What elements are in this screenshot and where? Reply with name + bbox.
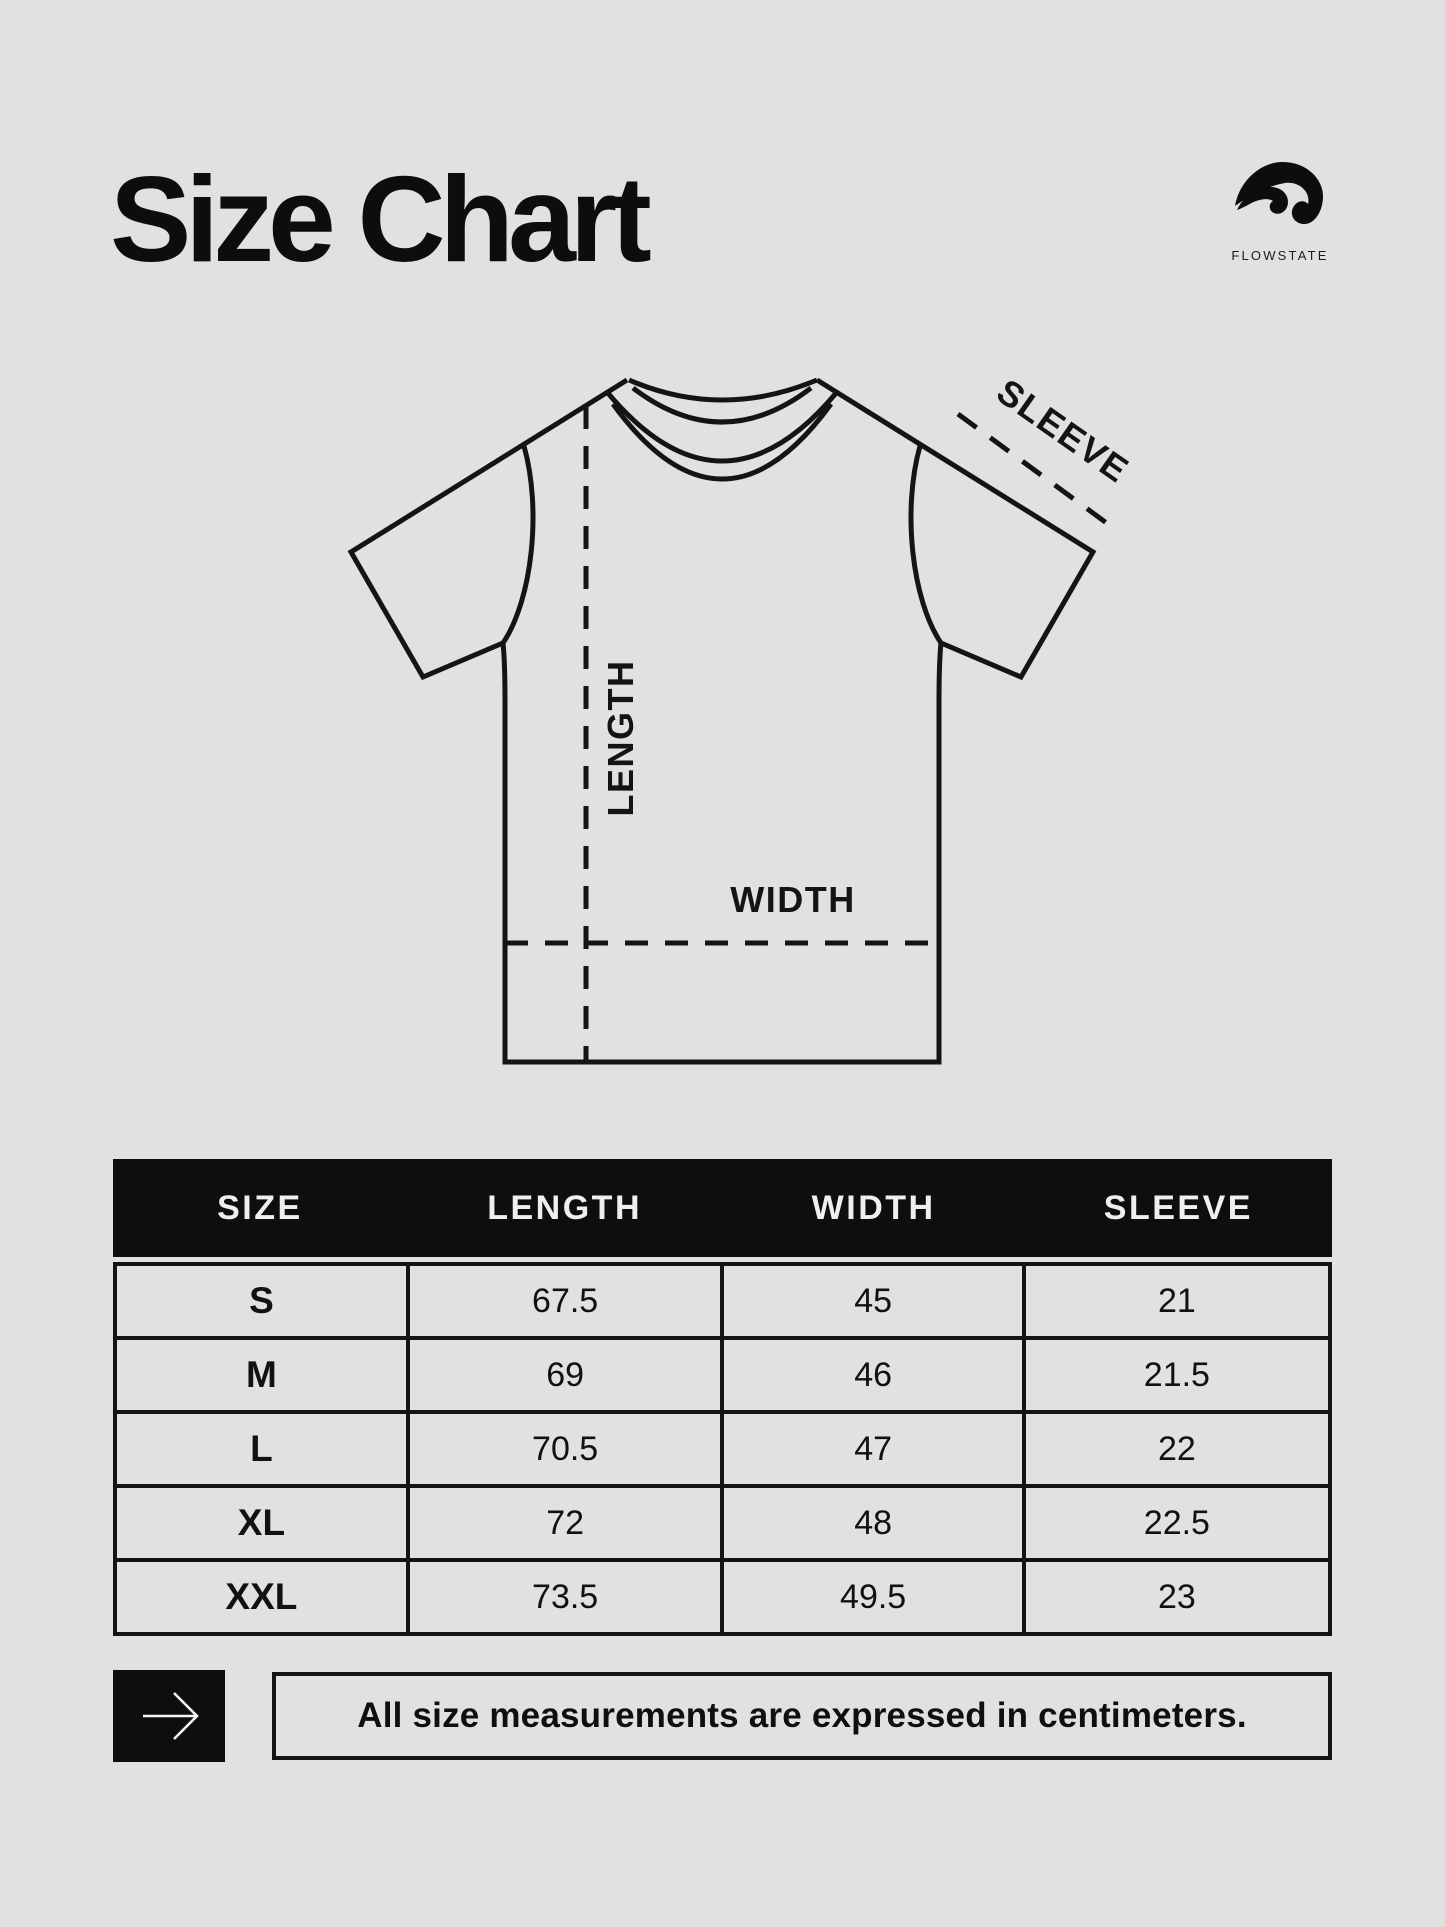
armhole-seam-right (911, 446, 941, 643)
cell-length: 72 (408, 1486, 723, 1560)
cell-length: 67.5 (408, 1264, 723, 1338)
collar-top-arc (629, 380, 817, 400)
cell-width: 45 (722, 1264, 1023, 1338)
page-title: Size Chart (110, 151, 646, 287)
right-arrow-icon (113, 1670, 225, 1762)
cell-sleeve: 22 (1024, 1412, 1330, 1486)
brand-block (1225, 158, 1335, 263)
cell-width: 49.5 (722, 1560, 1023, 1634)
cell-length: 69 (408, 1338, 723, 1412)
size-table-header (113, 1159, 1332, 1257)
column-header-length: LENGTH (487, 1188, 643, 1227)
armhole-seam-left (503, 446, 533, 643)
cell-sleeve: 21 (1024, 1264, 1330, 1338)
tshirt-outline (351, 380, 1093, 1062)
cell-size: S (115, 1264, 408, 1338)
cell-width: 47 (722, 1412, 1023, 1486)
cell-size: XXL (115, 1560, 408, 1634)
size-table (113, 1262, 1332, 1636)
sleeve-label: SLEEVE (989, 370, 1137, 491)
table-row (115, 1486, 1330, 1560)
measurement-note: All size measurements are expressed in centimeters. (357, 1696, 1247, 1735)
neckline-arc-inner (613, 404, 831, 479)
cell-size: L (115, 1412, 408, 1486)
cell-sleeve: 22.5 (1024, 1486, 1330, 1560)
note-arrow-box (113, 1670, 225, 1762)
table-row (115, 1412, 1330, 1486)
column-header-width: WIDTH (811, 1188, 936, 1227)
table-row (115, 1264, 1330, 1338)
cell-sleeve: 23 (1024, 1560, 1330, 1634)
column-header-sleeve: SLEEVE (1103, 1188, 1253, 1227)
width-label: WIDTH (730, 879, 856, 920)
brand-name: FLOWSTATE (1231, 248, 1329, 263)
cell-width: 46 (722, 1338, 1023, 1412)
cell-size: M (115, 1338, 408, 1412)
table-row (115, 1338, 1330, 1412)
measurement-note-box (272, 1672, 1332, 1760)
wave-swirl-icon (1233, 158, 1327, 236)
length-label: LENGTH (600, 659, 641, 817)
cell-width: 48 (722, 1486, 1023, 1560)
cell-size: XL (115, 1486, 408, 1560)
cell-sleeve: 21.5 (1024, 1338, 1330, 1412)
cell-length: 73.5 (408, 1560, 723, 1634)
cell-length: 70.5 (408, 1412, 723, 1486)
tshirt-diagram (280, 280, 1180, 1080)
column-header-size: SIZE (217, 1188, 303, 1227)
table-row (115, 1560, 1330, 1634)
